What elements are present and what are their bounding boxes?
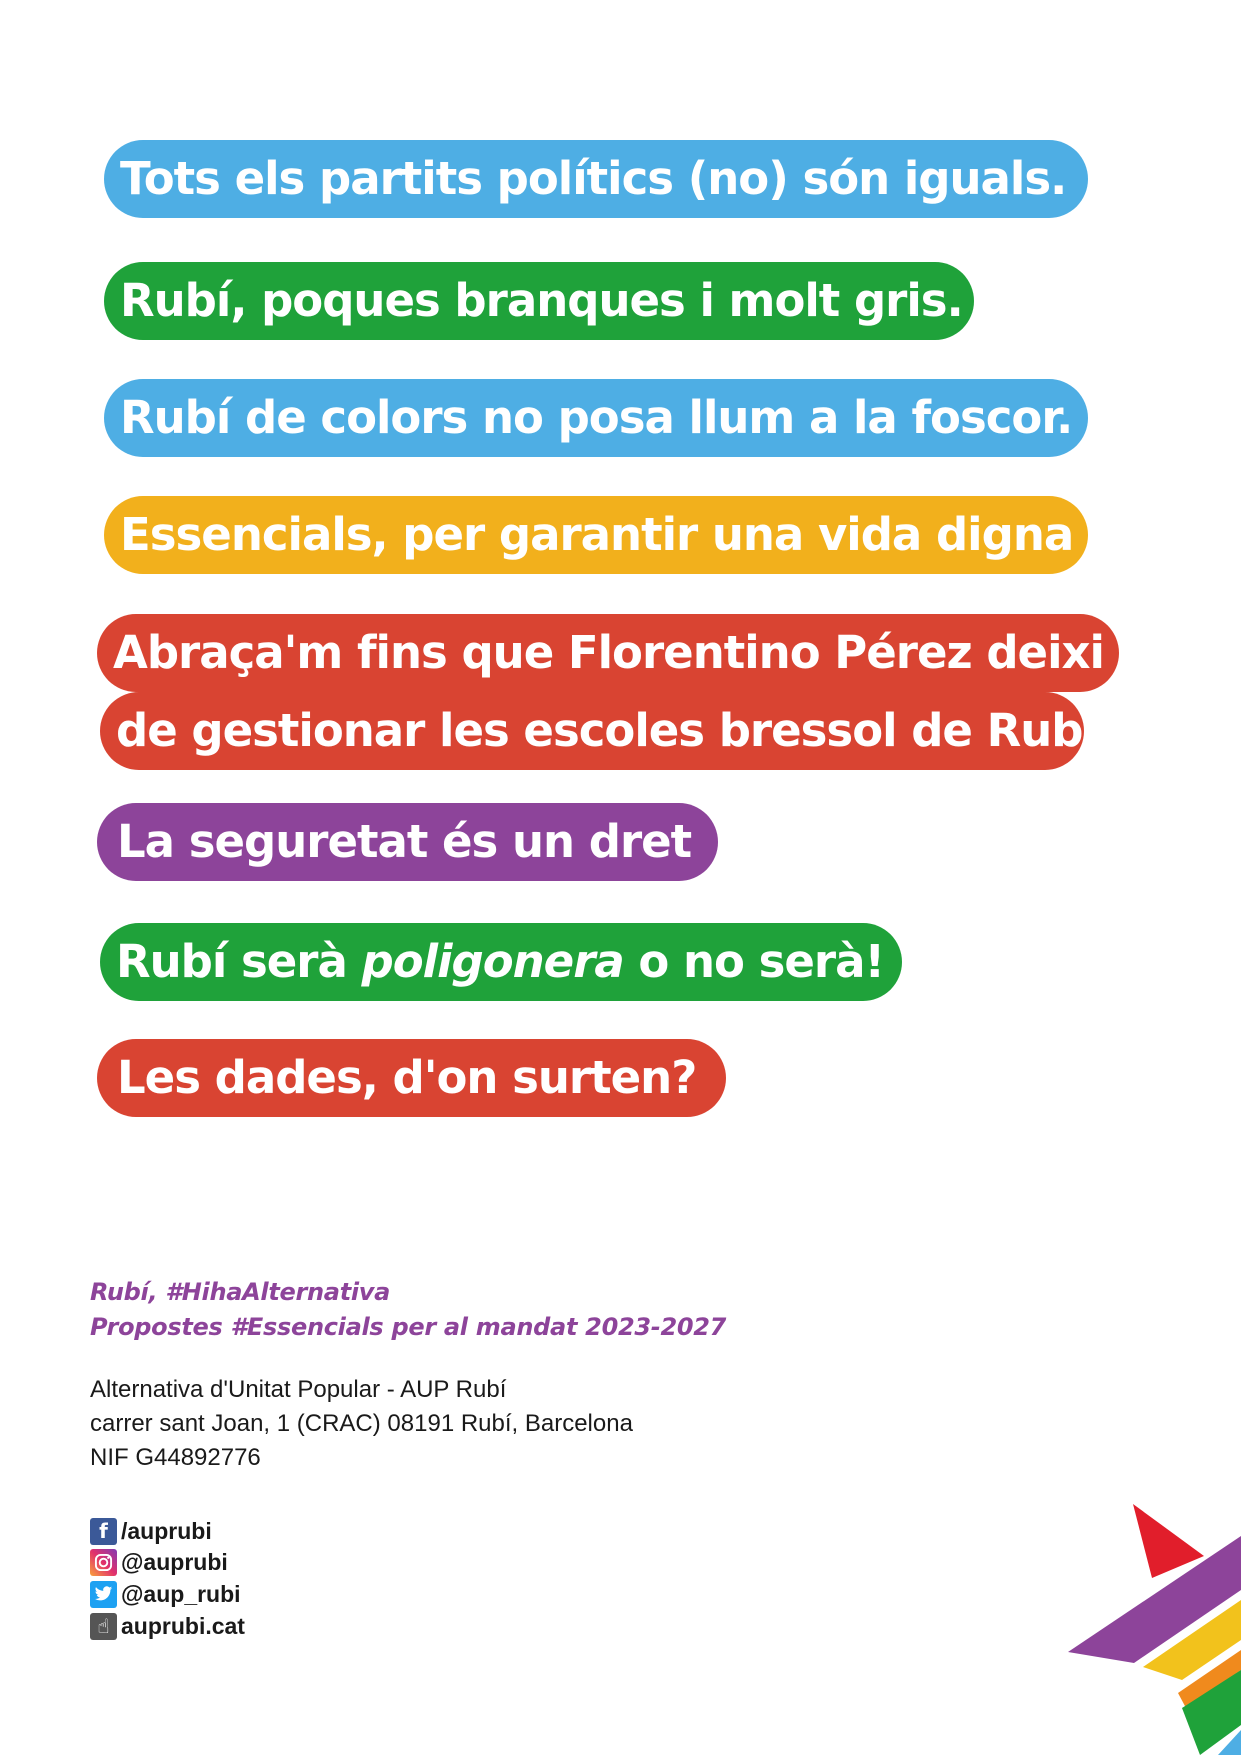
instagram-icon	[90, 1549, 117, 1576]
social-twitter[interactable]	[90, 1580, 241, 1608]
slogan-pill	[104, 496, 1088, 574]
star-logo	[1060, 1500, 1241, 1755]
twitter-icon	[90, 1581, 117, 1608]
slogan-pill	[97, 1039, 726, 1117]
org-address: carrer sant Joan, 1 (CRAC) 08191 Rubí, Barcelona	[90, 1410, 633, 1437]
social-website[interactable]	[90, 1612, 245, 1640]
slogan-pill	[100, 923, 902, 1001]
slogan-text: o no serà!	[623, 935, 885, 988]
logo-red-point	[1133, 1504, 1204, 1578]
facebook-icon: f	[90, 1518, 117, 1545]
slogan-text: Rubí, poques branques i molt gris.	[120, 274, 963, 327]
slogan-pill	[104, 262, 974, 340]
slogan-text: Rubí serà	[116, 935, 362, 988]
slogan-text: Tots els partits polítics (no) són iguals.	[120, 152, 1067, 205]
slogan-text: Rubí de colors no posa llum a la foscor.	[120, 391, 1073, 444]
slogan-pill	[97, 803, 718, 881]
slogan-emphasis: poligonera	[361, 935, 624, 988]
slogan-text: La seguretat és un dret	[117, 815, 692, 868]
slogan-text: Les dades, d'on surten?	[117, 1051, 697, 1104]
social-instagram[interactable]	[90, 1548, 228, 1576]
tagline-hashtag: Rubí, #HihaAlternativa	[90, 1278, 391, 1306]
slogan-pill	[104, 140, 1088, 218]
slogan-text: de gestionar les escoles bressol de Rubí	[116, 704, 1097, 757]
social-handle[interactable]: auprubi.cat	[121, 1612, 245, 1639]
tagline-mandate: Propostes #Essencials per al mandat 2023-2027	[90, 1313, 727, 1341]
org-name: Alternativa d'Unitat Popular - AUP Rubí	[90, 1376, 507, 1403]
social-handle[interactable]: /auprubi	[121, 1517, 212, 1544]
slogan-pill	[104, 379, 1088, 457]
pointer-hand-icon: ☝	[90, 1613, 117, 1640]
social-facebook[interactable]	[90, 1517, 212, 1545]
slogan-pill	[97, 614, 1119, 692]
slogan-pill	[100, 692, 1097, 770]
slogan-text: Essencials, per garantir una vida digna	[120, 508, 1074, 561]
social-handle[interactable]: @aup_rubi	[121, 1580, 241, 1607]
org-nif: NIF G44892776	[90, 1444, 261, 1471]
social-handle[interactable]: @auprubi	[121, 1548, 228, 1575]
slogan-text: Abraça'm fins que Florentino Pérez deixi	[113, 626, 1104, 679]
